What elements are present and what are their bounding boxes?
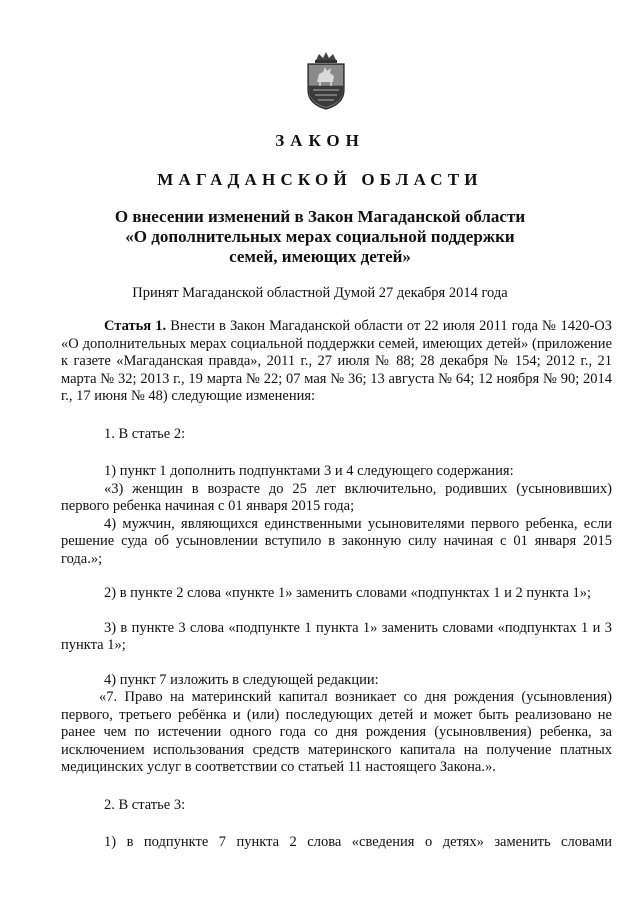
document-body — [61, 318, 612, 852]
item-1-subitem-1-a: «3) женщин в возрасте до 25 лет включительно, родивших (усыновивших) первого ребенка начиная с 01 января 2015 года; — [61, 480, 612, 514]
item-2-heading: 2. В статье 3: — [104, 796, 186, 813]
item-1-subitem-4: 4) пункт 7 изложить в следующей редакции: — [104, 671, 379, 688]
item-1-subitem-1: 1) пункт 1 дополнить подпунктами 3 и 4 следующего содержания: — [104, 463, 514, 479]
coat-of-arms-icon — [303, 52, 349, 110]
law-title-line: О внесении изменений в Закон Магаданской области — [114, 207, 526, 226]
region-heading: МАГАДАНСКОЙ ОБЛАСТИ — [157, 170, 483, 189]
item-1-subitem-1-b: 4) мужчин, являющихся единственными усыновителями первого ребенка, если решение суда об усыновлении вступило в законную силу начиная с 01 января 2015 года.»; — [61, 515, 612, 567]
document-type-heading: ЗАКОН — [275, 131, 365, 150]
law-title — [0, 207, 640, 267]
article-1-paragraph — [61, 318, 612, 406]
article-label: Статья 1. — [104, 318, 167, 334]
item-1-subitem-4-text: «7. Право на материнский капитал возникает со дня рождения (усыновления) первого, третьего ребёнка и (или) последующих детей и может быть реализовано не ранее чем по истечении одного года со дня рождения (усыновлвения) ребенка, за исключением использования средств материнского капитала на получение платных медицинских услуг в соответствии со статьей 11 настоящего Закона.». — [61, 689, 612, 775]
article-text: Внести в Закон Магаданской области от 22 июля 2011 года № 1420-ОЗ «О дополнительных мерах социальной поддержки семей, имеющих детей» (приложение к газете «Магаданская правда», 2011 г., 27 июля № 88; 28 декабря № 154; 2012 г., 21 марта № 32; 2013 г., 19 марта № 22; 07 мая № 36; 13 августа № 64; 12 ноября № 90; 2014 г., 17 июня № 48) следующие изменения: — [61, 318, 613, 404]
item-1-subitem-2: 2) в пункте 2 слова «пункте 1» заменить словами «подпунктах 1 и 2 пункта 1»; — [104, 585, 592, 601]
item-1-subitem-3: 3) в пункте 3 слова «подпункте 1 пункта 1» заменить словами «подпунктах 1 и 3 пункта 1»; — [61, 619, 612, 653]
item-1-heading: 1. В статье 2: — [104, 425, 186, 442]
law-title-line: семей, имеющих детей» — [229, 247, 411, 266]
law-title-line: «О дополнительных мерах социальной поддержки — [125, 227, 515, 246]
item-2-subitem-1: 1) в подпункте 7 пункта 2 слова «сведения о детях» заменить словами — [104, 834, 612, 850]
adoption-note: Принят Магаданской областной Думой 27 декабря 2014 года — [132, 285, 508, 301]
